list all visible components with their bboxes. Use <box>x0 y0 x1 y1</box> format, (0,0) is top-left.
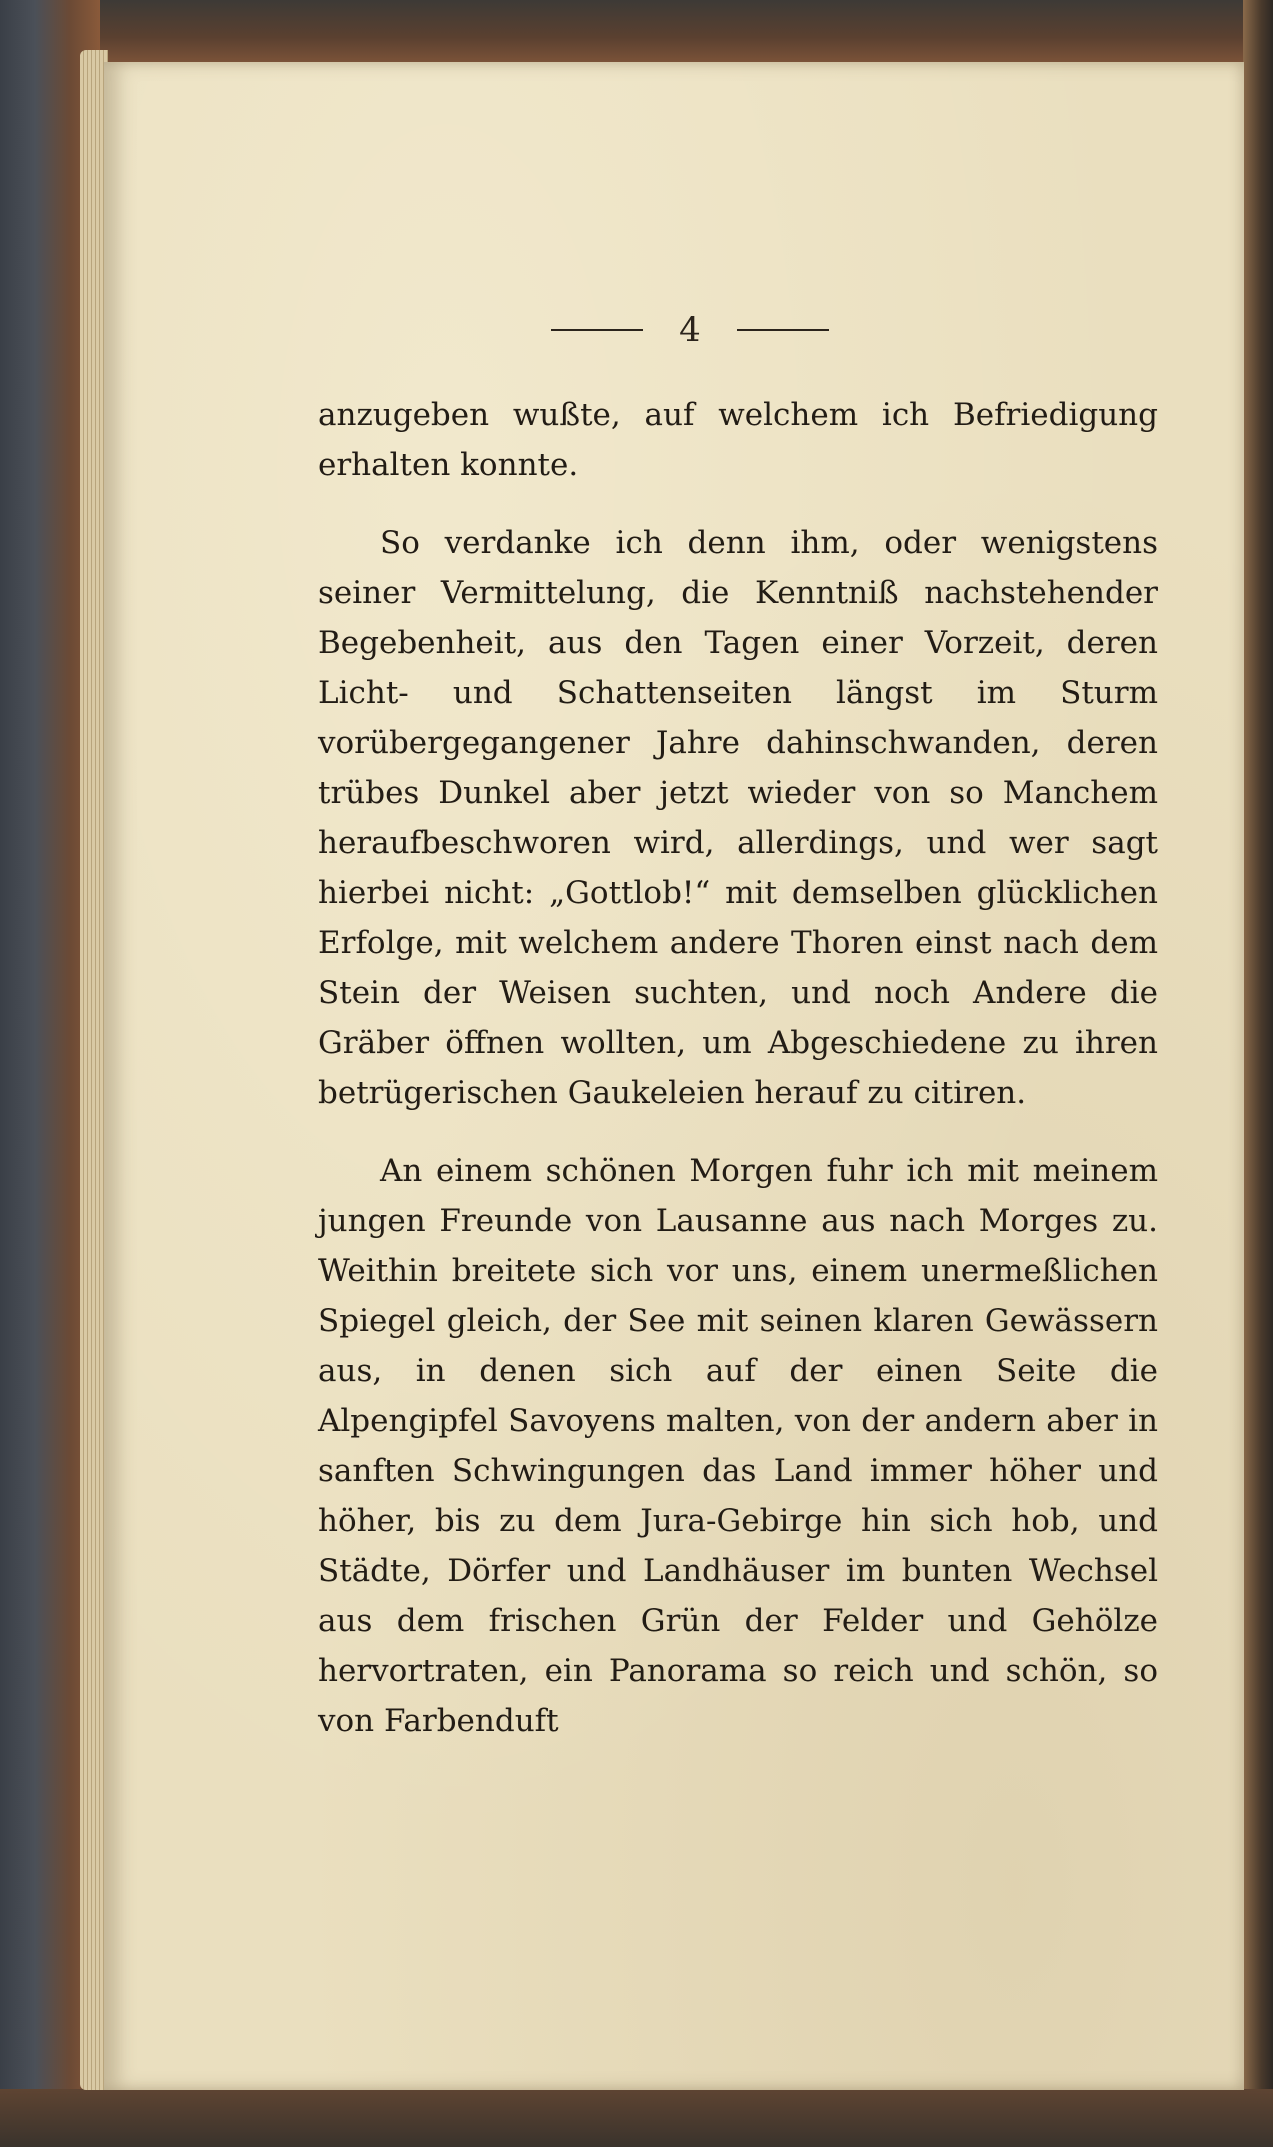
page-header <box>460 300 920 360</box>
paragraph-continuation: anzugeben wußte, auf welchem ich Befriedigung erhalten konnte. <box>318 397 1158 483</box>
body-text <box>318 390 1158 1746</box>
page-number: 4 <box>679 310 701 350</box>
paragraph: An einem schönen Morgen fuhr ich mit meinem jungen Freunde von Lausanne aus nach Morges zu. Weithin breitete sich vor uns, einem unermeßlichen Spiegel gleich, der See mit seinen klaren Gewässern aus, in denen sich auf der einen Seite die Alpengipfel Savoyens malten, von der andern aber in sanften Schwingungen das Land immer höher und höher, bis zu dem Jura-Gebirge hin sich hob, und Städte, Dörfer und Landhäuser im bunten Wechsel aus dem frischen Grün der Felder und Gehölze hervortraten, ein Panorama so reich und schön, so von Farbenduft <box>318 1153 1158 1739</box>
header-rule-right <box>737 329 829 331</box>
header-rule-left <box>551 329 643 331</box>
book-cover-top <box>0 0 1273 62</box>
paragraph: So verdanke ich denn ihm, oder wenigstens seiner Vermittelung, die Kenntniß nachstehender Begebenheit, aus den Tagen einer Vorzeit, deren Licht- und Schattenseiten längst im Sturm vorübergegangener Jahre dahinschwanden, deren trübes Dunkel aber jetzt wieder von so Manchem heraufbeschworen wird, allerdings, und wer sagt hierbei nicht: „Gottlob!“ mit demselben glücklichen Erfolge, mit welchem andere Thoren einst nach dem Stein der Weisen suchten, und noch Andere die Gräber öffnen wollten, um Abgeschiedene zu ihren betrügerischen Gaukeleien herauf zu citiren. <box>318 525 1158 1111</box>
book-cover-bottom <box>0 2089 1273 2147</box>
book-cover-right <box>1243 0 1273 2147</box>
